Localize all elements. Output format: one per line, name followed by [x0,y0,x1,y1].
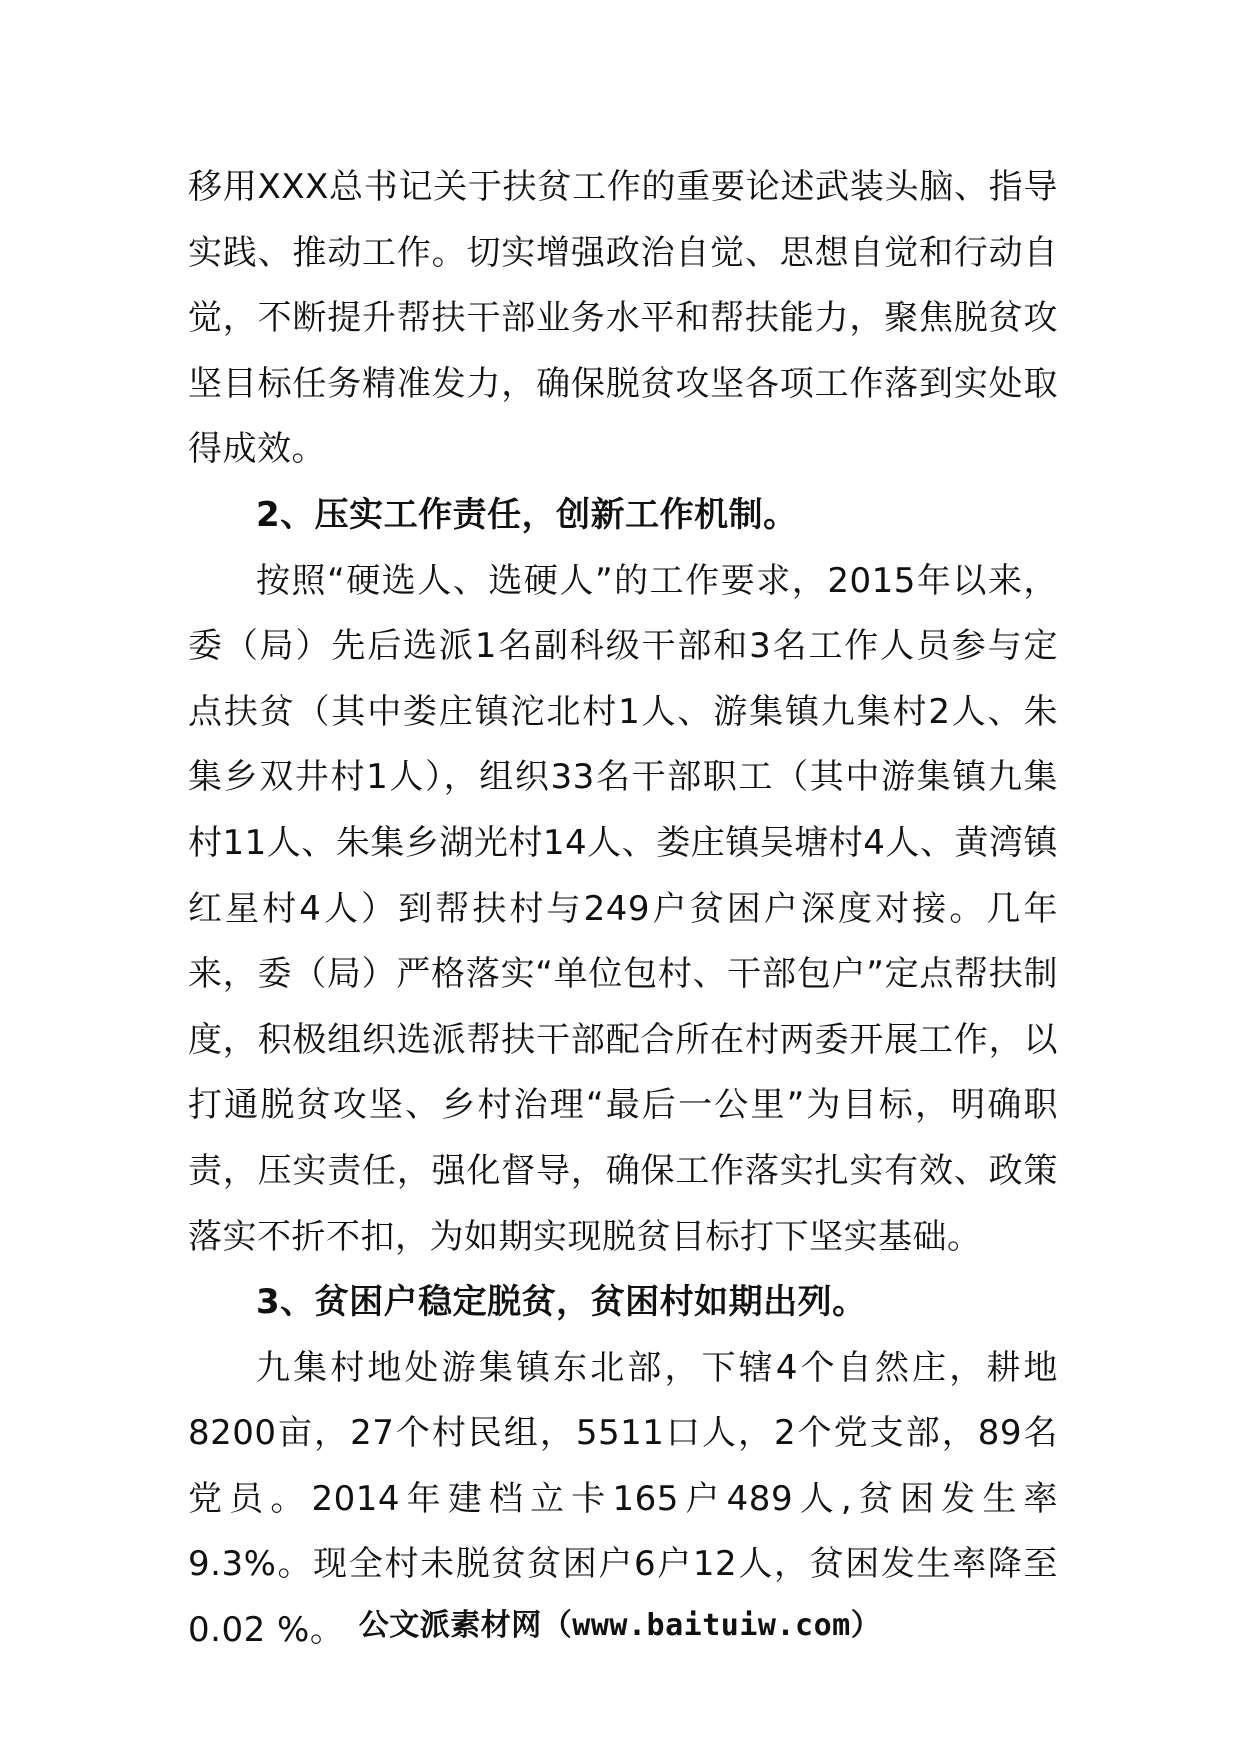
footer-close-paren: ） [850,1608,882,1643]
section-heading-2: 2、压实工作责任，创新工作机制。 [256,494,798,535]
page-footer-watermark [0,1600,1240,1644]
section-heading-3: 3、贫困户稳定脱贫，贫困村如期出列。 [256,1282,867,1323]
paragraph-section-2: 按照“硬选人、选硬人”的工作要求，2015年以来，委（局）先后选派1名副科级干部和3名工作人员参与定点扶贫（其中娄庄镇沱北村1人、游集镇九集村2人、朱集乡双井村1人），组织33名干部职工（其中游集镇九集村11人、朱集乡湖光村14人、娄庄镇吴塘村4人、黄湾镇红星村4人）到帮扶村与249户贫困户深度对接。几年来，委（局）严格落实“单位包村、干部包户”定点帮扶制度，积极组织选派帮扶干部配合所在村两委开展工作，以打通脱贫攻坚、乡村治理“最后一公里”为目标，明确职责，压实责任，强化督导，确保工作落实扎实有效、政策落实不折不扣，为如期实现脱贫目标打下坚实基础。 [188,560,1058,1257]
footer-site-name: 公文派素材网 [358,1608,542,1643]
paragraph-section-3: 九集村地处游集镇东北部，下辖4个自然庄，耕地8200亩，27个村民组，5511口人，2个党支部，89名党员。2014年建档立卡165户489人,贫困发生率9.3%。现全村未脱贫贫困户6户12人，贫困发生率降至0.02 %。 [188,1347,1058,1651]
document-body [188,155,1058,1664]
footer-url-link[interactable]: www.baituiw.com [572,1608,851,1643]
paragraph-continuation: 移用XXX总书记关于扶贫工作的重要论述武装头脑、指导实践、推动工作。切实增强政治自觉、思想自觉和行动自觉，不断提升帮扶干部业务水平和帮扶能力，聚焦脱贫攻坚目标任务精准发力，确保脱贫攻坚各项工作落到实处取得成效。 [188,167,1058,470]
footer-open-paren: （ [541,1608,573,1643]
